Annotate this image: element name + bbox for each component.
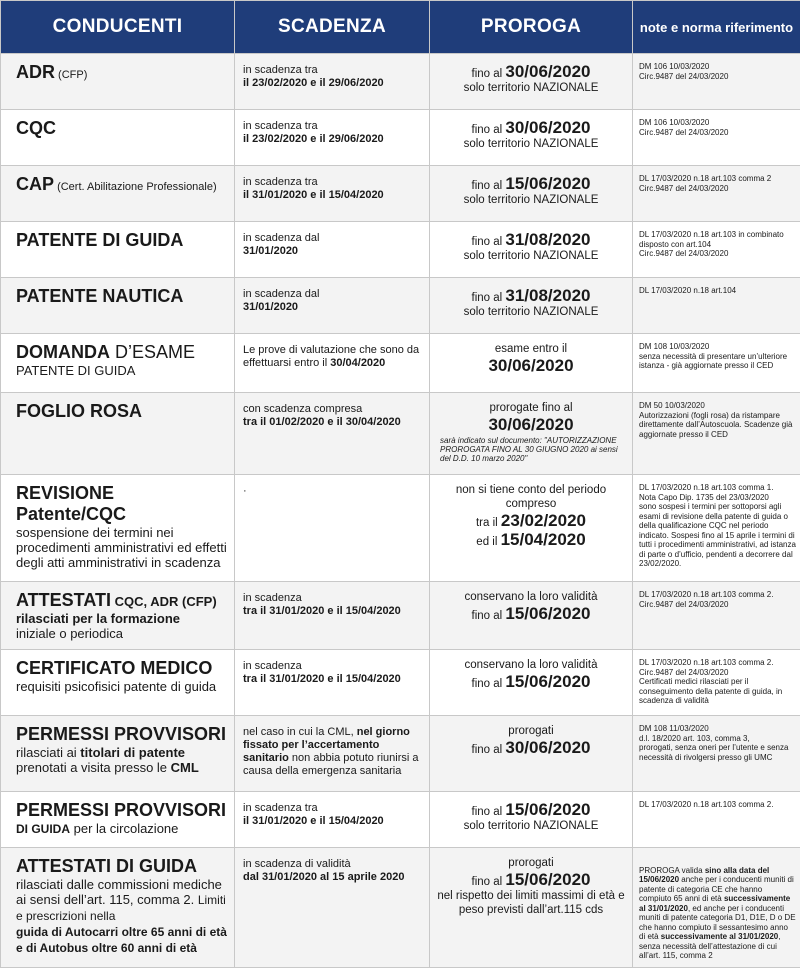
scad-text-2: non abbia potuto riunirsi a causa della emergenza sanitaria	[243, 752, 419, 777]
table-row	[1, 650, 800, 716]
header-note: note e norma riferimento	[633, 1, 800, 54]
pror-cell	[430, 110, 633, 166]
scad-text: in scadenza	[243, 592, 302, 604]
cond-title: CQC	[16, 118, 56, 138]
pror-top: prorogati	[508, 725, 554, 737]
cond-title: ADR	[16, 62, 55, 82]
pror-after: nel rispetto dei limiti massimi di età e peso previsti dall’art.115 cds	[437, 890, 625, 916]
note-text: DM 108 10/03/2020 senza necessità di presentare un’ulteriore istanza - già aggiornate presso il CED	[639, 342, 788, 370]
scad-cell	[235, 393, 430, 475]
note-text: DL 17/03/2020 n.18 art.103 comma 2. Circ.9487 del 24/03/2020 Certificati medici rilasciati per il conseguimento della patente di guida, in scadenza di validità	[639, 658, 783, 705]
table-row	[1, 166, 800, 222]
scad-text: con scadenza compresa	[243, 403, 363, 415]
pror-date: 15/06/2020	[505, 604, 591, 623]
pror-top: esame entro il	[494, 343, 568, 355]
pror-after: solo territorio NAZIONALE	[463, 82, 599, 94]
note-d: successivamente al 31/01/2020	[639, 894, 791, 913]
cond-sub: iniziale o periodica	[16, 626, 123, 641]
cond-sub-a: rilasciati ai	[16, 745, 81, 760]
scad-cell	[235, 848, 430, 968]
note-text: DM 106 10/03/2020 Circ.9487 del 24/03/2020	[639, 62, 729, 81]
cond-title: PERMESSI PROVVISORI	[16, 800, 227, 820]
pror-cell	[430, 334, 633, 393]
table-row	[1, 393, 800, 475]
scad-bold: nel giorno fissato per l’accertamento sanitario	[243, 726, 410, 764]
scad-cell	[235, 475, 430, 582]
cond-sub: requisiti psicofisici patente di guida	[16, 679, 217, 694]
cond-title: ATTESTATI DI GUIDA	[16, 856, 197, 876]
cond-title: ATTESTATI	[16, 590, 111, 610]
cond-cell	[1, 54, 235, 110]
scad-cell	[235, 166, 430, 222]
scad-bold: 30/04/2020	[330, 357, 386, 369]
pror-cell	[430, 716, 633, 792]
pror-date2: 15/04/2020	[500, 530, 586, 549]
cond-sub-bold: guida di Autocarri oltre 65 anni di età e di Autobus oltre 60 anni di età	[16, 925, 227, 955]
pror-cell	[430, 650, 633, 716]
note-cell	[633, 475, 800, 582]
scad-cell	[235, 278, 430, 334]
header-proroga: PROROGA	[430, 1, 633, 54]
header-scadenza: SCADENZA	[235, 1, 430, 54]
note-cell	[633, 792, 800, 848]
pror-top: prorogate fino al	[489, 402, 573, 414]
header-conducenti: CONDUCENTI	[1, 1, 235, 54]
scad-text: in scadenza tra	[243, 120, 318, 132]
pror-cell	[430, 278, 633, 334]
cond-cell	[1, 475, 235, 582]
scad-cell	[235, 650, 430, 716]
pror-date: 30/06/2020	[505, 62, 591, 81]
note-cell	[633, 848, 800, 968]
table-row	[1, 110, 800, 166]
pror-after: solo territorio NAZIONALE	[463, 820, 599, 832]
pror-after: solo territorio NAZIONALE	[463, 138, 599, 150]
cond-sub: sospensione dei termini nei procedimenti amministrativi ed effetti degli atti amministrativi in scadenza	[16, 525, 227, 570]
note-cell	[633, 110, 800, 166]
note-cell	[633, 650, 800, 716]
scad-text: Le prove di valutazione che sono da effettuarsi entro il	[243, 344, 420, 369]
pror-cell	[430, 792, 633, 848]
note-cell	[633, 54, 800, 110]
note-text: DL 17/03/2020 n.18 art.103 comma 2 Circ.9487 del 24/03/2020	[639, 174, 772, 193]
note-text: DL 17/03/2020 n.18 art.103 comma 2. Circ.9487 del 24/03/2020	[639, 590, 774, 609]
scad-bold: il 23/02/2020 e il 29/06/2020	[243, 133, 384, 145]
table-row	[1, 334, 800, 393]
cond-cell	[1, 222, 235, 278]
pror-cell	[430, 222, 633, 278]
pror-date: 15/06/2020	[505, 672, 591, 691]
pror-pre: fino al	[471, 180, 506, 192]
table-row	[1, 475, 800, 582]
cond-title-small: CQC, ADR (CFP)	[110, 594, 217, 609]
pror-date: 30/06/2020	[488, 356, 574, 375]
note-a: PROROGA valida	[639, 865, 705, 875]
pror-date: 15/06/2020	[505, 870, 591, 889]
pror-date: 15/06/2020	[505, 800, 591, 819]
cond-title: PATENTE DI GUIDA	[16, 230, 184, 250]
cond-sub: rilasciati dalle commissioni mediche ai sensi dell’art. 115, comma 2.	[16, 877, 222, 907]
note-text: DM 108 11/03/2020 d.l. 18/2020 art. 103, comma 3, prorogati, senza oneri per l’utente e senza necessità di rivolgersi presso gli UMC	[639, 724, 789, 762]
scad-text: in scadenza tra	[243, 64, 318, 76]
scad-cell	[235, 716, 430, 792]
cond-title: PERMESSI PROVVISORI	[16, 724, 227, 744]
cond-title-small: (CFP)	[55, 69, 88, 81]
header-row	[1, 1, 800, 54]
scad-bold: 31/01/2020	[243, 245, 299, 257]
pror-pre: fino al	[471, 236, 506, 248]
cond-sub-b: DI GUIDA	[16, 822, 70, 836]
pror-cell	[430, 54, 633, 110]
note-cell	[633, 334, 800, 393]
scad-cell	[235, 792, 430, 848]
note-c: anche per i conducenti muniti di patente di categoria CE che hanno compiuto 65 anni di età	[639, 875, 794, 903]
scad-bold: il 31/01/2020 e il 15/04/2020	[243, 189, 384, 201]
cond-sub-c: prenotati a visita presso le	[16, 760, 171, 775]
pror-top: conservano la loro validità	[464, 659, 598, 671]
scad-text: in scadenza di validità	[243, 858, 351, 870]
cond-sub-d: CML	[170, 760, 199, 775]
table-row	[1, 848, 800, 968]
scad-cell	[235, 54, 430, 110]
pror-pre: fino al	[471, 806, 506, 818]
cond-title: CAP	[16, 174, 55, 194]
note-cell	[633, 716, 800, 792]
scad-bold: il 31/01/2020 e il 15/04/2020	[243, 815, 384, 827]
note-cell	[633, 393, 800, 475]
scad-cell	[235, 110, 430, 166]
pror-mid2: ed il	[476, 536, 501, 548]
cond-sub-c: per la circolazione	[70, 821, 179, 836]
cond-title-normal: D’ESAME	[110, 342, 196, 362]
scad-bold: il 23/02/2020 e il 29/06/2020	[243, 77, 384, 89]
pror-date: 30/06/2020	[505, 738, 591, 757]
pror-cell	[430, 582, 633, 650]
scad-text: nel caso in cui la CML,	[243, 726, 357, 738]
note-f: successivamente al 31/01/2020	[660, 932, 779, 941]
table-row	[1, 582, 800, 650]
pror-date: 31/08/2020	[505, 230, 591, 249]
scad-text: in scadenza dal	[243, 288, 320, 300]
scad-cell	[235, 334, 430, 393]
cond-title-small: (Cert. Abilitazione Professionale)	[54, 181, 217, 193]
pror-cell	[430, 848, 633, 968]
pror-after: solo territorio NAZIONALE	[463, 250, 599, 262]
pror-cell	[430, 393, 633, 475]
pror-date: 23/02/2020	[500, 511, 586, 530]
cond-cell	[1, 278, 235, 334]
pror-pre: fino al	[471, 68, 506, 80]
scad-bold: tra il 31/01/2020 e il 15/04/2020	[243, 673, 401, 685]
cond-cell	[1, 792, 235, 848]
note-text: DM 106 10/03/2020 Circ.9487 del 24/03/2020	[639, 118, 729, 137]
scad-bold: tra il 01/02/2020 e il 30/04/2020	[243, 416, 401, 428]
cond-cell	[1, 848, 235, 968]
cond-cell	[1, 110, 235, 166]
cond-sub-b: titolari di patente	[80, 745, 186, 760]
cond-title: FOGLIO ROSA	[16, 401, 142, 421]
pror-mid1: tra il	[475, 517, 501, 529]
pror-pre: fino al	[471, 678, 506, 690]
cond-sub-bold: rilasciati per la formazione	[16, 611, 181, 626]
note-text: DL 17/03/2020 n.18 art.104	[639, 286, 737, 295]
cond-cell	[1, 334, 235, 393]
note-e: , ed anche per i conducenti muniti di patente categoria D1, D1E, D o DE che hanno compiuto il sessantesimo anno di età	[639, 903, 796, 941]
note-text: DM 50 10/03/2020 Autorizzazioni (fogli rosa) da ristampare direttamente dall’Autoscuola. Scadenze già aggiornate presso il CED	[639, 401, 793, 439]
pror-date: 30/06/2020	[488, 415, 574, 434]
note-cell	[633, 222, 800, 278]
cond-cell	[1, 650, 235, 716]
pror-cell	[430, 166, 633, 222]
cond-title: CERTIFICATO MEDICO	[16, 658, 213, 678]
cond-title: REVISIONE Patente/CQC	[16, 483, 127, 524]
scad-cell	[235, 222, 430, 278]
scad-text: in scadenza dal	[243, 232, 320, 244]
note-b: sino alla data del 15/06/2020	[639, 865, 770, 884]
pror-top: conservano la loro validità	[464, 591, 598, 603]
pror-note: sarà indicato sul documento: "AUTORIZZAZIONE PROROGATA FINO AL 30 GIUGNO 2020 ai sensi del D.D. 10 marzo 2020"	[440, 436, 618, 463]
cond-title: PATENTE NAUTICA	[16, 286, 184, 306]
note-cell	[633, 278, 800, 334]
note-text: DL 17/03/2020 n.18 art.103 comma 2.	[639, 800, 774, 809]
note-text: DL 17/03/2020 n.18 art.103 comma 1. Nota Capo Dip. 1735 del 23/03/2020 sono sospesi i termini per sottoporsi agli esami di revisione della patente di guida o della qualificazione CQC nel periodo indicato. Sospesi fino al 15 aprile i termini di tutti i procedimenti amministrativi, ad istanza di parte o d’ufficio, pendenti a decorrere dal 23/02/2020.	[639, 483, 796, 568]
scad-bold: dal 31/01/2020 al 15 aprile 2020	[243, 871, 405, 883]
cond-sub-small: Limiti e prescrizioni nella	[16, 893, 226, 923]
note-text: DL 17/03/2020 n.18 art.103 in combinato disposto con art.104 Circ.9487 del 24/03/2020	[639, 230, 784, 258]
table-row	[1, 54, 800, 110]
table-row	[1, 278, 800, 334]
table-row	[1, 222, 800, 278]
pror-after: solo territorio NAZIONALE	[463, 194, 599, 206]
cond-cell	[1, 716, 235, 792]
scad-bold: tra il 31/01/2020 e il 15/04/2020	[243, 605, 401, 617]
scad-text: in scadenza	[243, 660, 302, 672]
pror-pre: fino al	[471, 292, 506, 304]
cond-title: DOMANDA	[16, 342, 110, 362]
cond-cell	[1, 166, 235, 222]
note-g: , senza necessità dell’attestazione di cui all’art. 115, comma 2	[639, 932, 781, 960]
cond-cell	[1, 393, 235, 475]
scad-cell	[235, 582, 430, 650]
pror-top: non si tiene conto del periodo compreso	[455, 484, 607, 510]
cond-cell	[1, 582, 235, 650]
pror-pre: fino al	[471, 744, 506, 756]
pror-pre: fino al	[471, 610, 506, 622]
scad-bold: 31/01/2020	[243, 301, 299, 313]
pror-pre: fino al	[471, 124, 506, 136]
scad-text: in scadenza tra	[243, 802, 318, 814]
scad-text: in scadenza tra	[243, 176, 318, 188]
table-row	[1, 792, 800, 848]
scad-text: ·	[243, 485, 247, 497]
table-row	[1, 716, 800, 792]
pror-date: 31/08/2020	[505, 286, 591, 305]
pror-after: solo territorio NAZIONALE	[463, 306, 599, 318]
pror-cell	[430, 475, 633, 582]
cond-sub: PATENTE DI GUIDA	[16, 363, 136, 378]
pror-date: 15/06/2020	[505, 174, 591, 193]
pror-pre: fino al	[471, 876, 506, 888]
pror-top: prorogati	[508, 857, 554, 869]
note-cell	[633, 582, 800, 650]
note-cell	[633, 166, 800, 222]
pror-date: 30/06/2020	[505, 118, 591, 137]
